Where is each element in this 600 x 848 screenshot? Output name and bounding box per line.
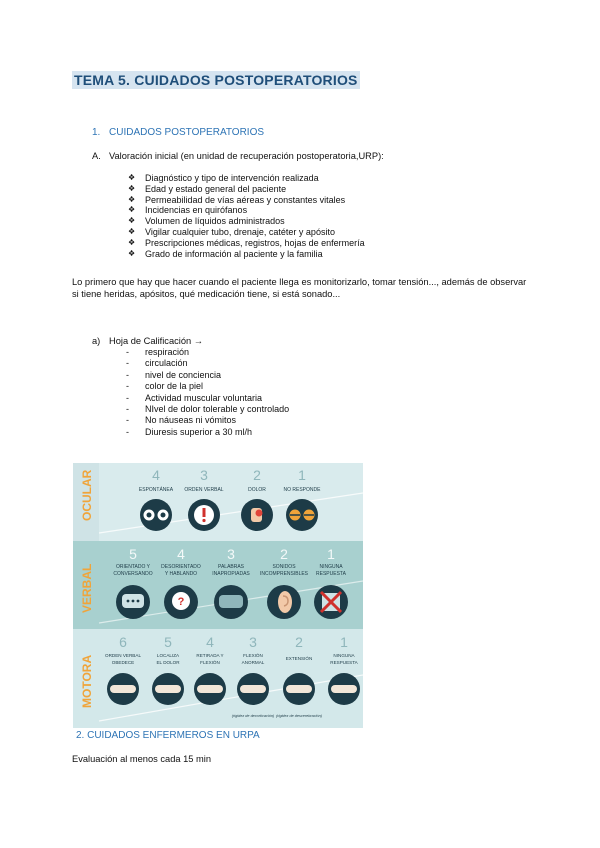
motora-score: 6 bbox=[119, 634, 127, 650]
verbal-item-line2: Y HABLANDO bbox=[164, 571, 198, 577]
list-item: ❖ Volumen de líquidos administrados bbox=[128, 216, 365, 227]
question-bubble-icon bbox=[164, 585, 198, 619]
verbal-item-line1: SONIDOS bbox=[272, 564, 296, 570]
arm-no-response-icon bbox=[328, 673, 360, 705]
verbal-item-line2: RESPUESTA bbox=[316, 571, 346, 577]
motora-item-line2: RESPUESTA bbox=[330, 660, 358, 665]
arm-extension-icon bbox=[283, 673, 315, 705]
list-item: - NIvel de dolor tolerable y controlado bbox=[126, 404, 289, 415]
list-item: ❖ Diagnóstico y tipo de intervención realizada bbox=[128, 173, 365, 184]
arm-obeys-icon bbox=[107, 673, 139, 705]
list-item: ❖ Incidencias en quirófanos bbox=[128, 205, 365, 216]
motora-item-line1: NINGUNA bbox=[333, 653, 355, 658]
closed-eyes-icon bbox=[286, 499, 318, 531]
hoja-list bbox=[126, 347, 289, 438]
verbal-label: VERBAL bbox=[80, 563, 94, 613]
list-item: - color de la piel bbox=[126, 381, 289, 392]
list-item: ❖ Permeabilidad de vías aéreas y constantes vitales bbox=[128, 195, 365, 206]
ocular-score: 2 bbox=[253, 467, 261, 483]
hoja-label: a) bbox=[92, 336, 101, 346]
list-item: - nivel de conciencia bbox=[126, 370, 289, 381]
no-response-icon bbox=[314, 585, 348, 619]
verbal-score: 1 bbox=[327, 546, 335, 562]
open-eyes-icon bbox=[140, 499, 172, 531]
ocular-item: ORDEN VERBAL bbox=[184, 487, 224, 493]
motora-note: (rigidez de decorticación) bbox=[231, 714, 275, 718]
list-item: - respiración bbox=[126, 347, 289, 358]
verbal-item-line1: PALABRAS bbox=[217, 564, 245, 570]
hoja-heading bbox=[92, 336, 203, 348]
motora-label: MOTORA bbox=[80, 654, 94, 708]
motora-note: (rigidez de descerebración) bbox=[275, 714, 323, 718]
exclamation-icon bbox=[188, 499, 220, 531]
assessment-list bbox=[128, 173, 365, 259]
section-heading-1 bbox=[92, 127, 264, 138]
verbal-item-line1: NINGUNA bbox=[319, 564, 343, 570]
motora-score: 1 bbox=[340, 634, 348, 650]
subsection-a-text: Valoración inicial (en unidad de recuperación postoperatoria,URP): bbox=[109, 151, 384, 161]
verbal-score: 2 bbox=[280, 546, 288, 562]
section-label: CUIDADOS POSTOPERATORIOS bbox=[109, 127, 265, 138]
verbal-item-line2: INAPROPIADAS bbox=[212, 571, 250, 577]
ocular-label: OCULAR bbox=[80, 469, 94, 521]
glasgow-scale-figure bbox=[73, 463, 363, 728]
list-item: ❖ Edad y estado general del paciente bbox=[128, 184, 365, 195]
list-item: - circulación bbox=[126, 358, 289, 369]
motora-score: 2 bbox=[295, 634, 303, 650]
svg-text:?: ? bbox=[177, 596, 185, 608]
list-item: ❖ Vigilar cualquier tubo, drenaje, catéter y apósito bbox=[128, 227, 365, 238]
list-item: - No náuseas ni vómitos bbox=[126, 415, 289, 426]
section-number: 1. bbox=[92, 127, 101, 138]
words-bubble-icon bbox=[214, 585, 248, 619]
ocular-score: 1 bbox=[298, 467, 306, 483]
motora-item-line1: FLEXIÓN bbox=[243, 653, 263, 658]
ocular-item: DOLOR bbox=[248, 487, 266, 493]
arm-abnormal-flexion-icon bbox=[237, 673, 269, 705]
list-item: - Actividad muscular voluntaria bbox=[126, 393, 289, 404]
motora-band bbox=[73, 629, 363, 728]
subsection-a-label: A. bbox=[92, 151, 101, 161]
motora-item-line2: EL DOLOR bbox=[156, 660, 180, 665]
section-heading-2: 2. CUIDADOS ENFERMEROS EN URPA bbox=[76, 730, 260, 741]
verbal-item-line1: DESORIENTADO bbox=[161, 564, 201, 570]
evaluation-text: Evaluación al menos cada 15 min bbox=[72, 754, 212, 764]
ocular-band bbox=[73, 463, 363, 541]
verbal-item-line2: INCOMPRENSIBLES bbox=[259, 571, 309, 577]
motora-item-line1: LOCALIZA bbox=[156, 653, 180, 658]
motora-score: 5 bbox=[164, 634, 172, 650]
arm-withdraws-icon bbox=[194, 673, 226, 705]
verbal-item-line2: CONVERSANDO bbox=[113, 571, 153, 577]
speech-bubble-icon bbox=[116, 585, 150, 619]
list-item: ❖ Grado de información al paciente y la familia bbox=[128, 249, 365, 260]
motora-score: 3 bbox=[249, 634, 257, 650]
pain-hand-icon bbox=[241, 499, 273, 531]
motora-item-line1: RETIRADA Y bbox=[196, 653, 224, 658]
page-title: TEMA 5. CUIDADOS POSTOPERATORIOS bbox=[74, 72, 358, 88]
list-item: ❖ Prescripciones médicas, registros, hojas de enfermería bbox=[128, 238, 365, 249]
ocular-item: ESPONTÁNEA bbox=[138, 487, 174, 493]
verbal-score: 5 bbox=[129, 546, 137, 562]
hoja-text: Hoja de Calificación → bbox=[109, 336, 204, 346]
ear-icon bbox=[267, 585, 301, 619]
motora-item-line1: ORDEN VERBAL bbox=[105, 653, 141, 658]
verbal-band bbox=[73, 541, 363, 629]
intro-paragraph: Lo primero que hay que hacer cuando el paciente llega es monitorizarlo, tomar tensión..., además de observar si tiene heridas, apósitos, qué medicación tiene, si está sonado... bbox=[72, 277, 527, 299]
motora-item-line1: EXTENSIÓN bbox=[285, 656, 313, 661]
motora-item-line2: OBEDECE bbox=[111, 660, 135, 665]
motora-item-line2: ANORMAL bbox=[241, 660, 265, 665]
verbal-item-line1: ORIENTADO Y bbox=[116, 564, 150, 570]
motora-item-line2: FLEXIÓN bbox=[200, 660, 220, 665]
verbal-score: 4 bbox=[177, 546, 185, 562]
ocular-item: NO RESPONDE bbox=[283, 487, 321, 493]
subsection-a bbox=[92, 151, 384, 163]
ocular-score: 4 bbox=[152, 467, 160, 483]
verbal-score: 3 bbox=[227, 546, 235, 562]
list-item: - Diuresis superior a 30 ml/h bbox=[126, 427, 289, 438]
ocular-score: 3 bbox=[200, 467, 208, 483]
motora-score: 4 bbox=[206, 634, 214, 650]
arm-localizes-icon bbox=[152, 673, 184, 705]
